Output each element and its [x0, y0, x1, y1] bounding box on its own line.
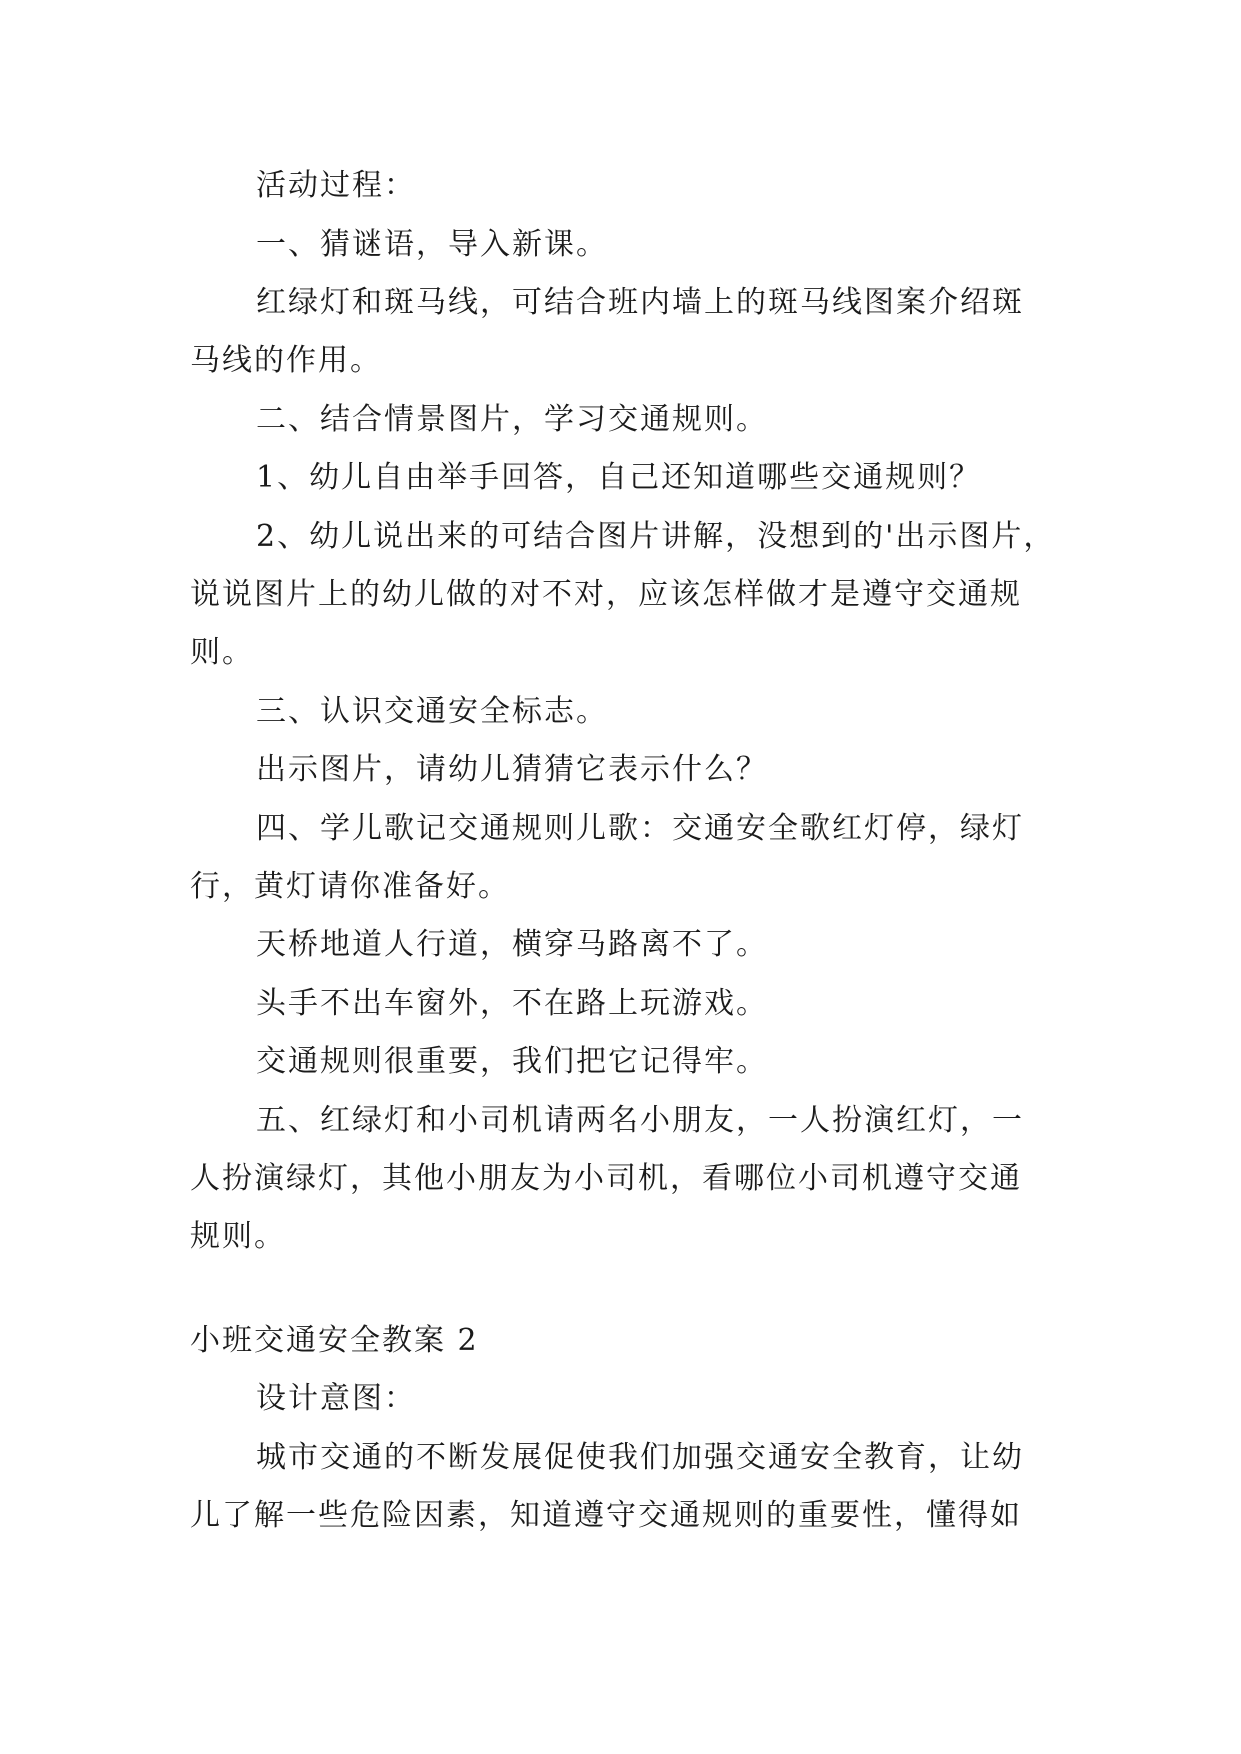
paragraph-design-intent: 设计意图： — [256, 1381, 416, 1416]
paragraph-intent-line-2: 儿了解一些危险因素，知道遵守交通规则的重要性，懂得如 — [190, 1498, 1022, 1533]
paragraph-show-pictures: 出示图片，请幼儿猜猜它表示什么？ — [256, 752, 768, 787]
paragraph-step-five-line-1: 五、红绿灯和小司机请两名小朋友，一人扮演红灯，一 — [256, 1103, 1024, 1138]
paragraph-song-line-1: 天桥地道人行道，横穿马路离不了。 — [256, 927, 768, 962]
paragraph-step-four-line-1: 四、学儿歌记交通规则儿歌：交通安全歌红灯停，绿灯 — [256, 811, 1024, 846]
paragraph-item-2-line-3: 则。 — [190, 635, 254, 670]
paragraph-song-line-2: 头手不出车窗外，不在路上玩游戏。 — [256, 986, 768, 1021]
paragraph-item-1: 1、幼儿自由举手回答，自己还知道哪些交通规则？ — [256, 460, 982, 495]
paragraph-step-one: 一、猜谜语，导入新课。 — [256, 227, 608, 262]
section-title-plan-2: 小班交通安全教案 2 — [190, 1323, 479, 1358]
paragraph-activity-process: 活动过程： — [256, 168, 416, 203]
paragraph-step-two: 二、结合情景图片，学习交通规则。 — [256, 402, 768, 437]
paragraph-zebra-line-1: 红绿灯和斑马线，可结合班内墙上的斑马线图案介绍斑 — [256, 285, 1024, 320]
paragraph-song-line-3: 交通规则很重要，我们把它记得牢。 — [256, 1044, 768, 1079]
paragraph-step-three: 三、认识交通安全标志。 — [256, 694, 608, 729]
paragraph-step-four-line-2: 行，黄灯请你准备好。 — [190, 869, 510, 904]
paragraph-intent-line-1: 城市交通的不断发展促使我们加强交通安全教育，让幼 — [256, 1440, 1024, 1475]
paragraph-step-five-line-2: 人扮演绿灯，其他小朋友为小司机，看哪位小司机遵守交通 — [190, 1161, 1022, 1196]
paragraph-zebra-line-2: 马线的作用。 — [190, 343, 382, 378]
paragraph-step-five-line-3: 规则。 — [190, 1219, 286, 1254]
paragraph-item-2-line-1: 2、幼儿说出来的可结合图片讲解，没想到的'出示图片， — [256, 519, 1056, 554]
paragraph-item-2-line-2: 说说图片上的幼儿做的对不对，应该怎样做才是遵守交通规 — [190, 577, 1022, 612]
